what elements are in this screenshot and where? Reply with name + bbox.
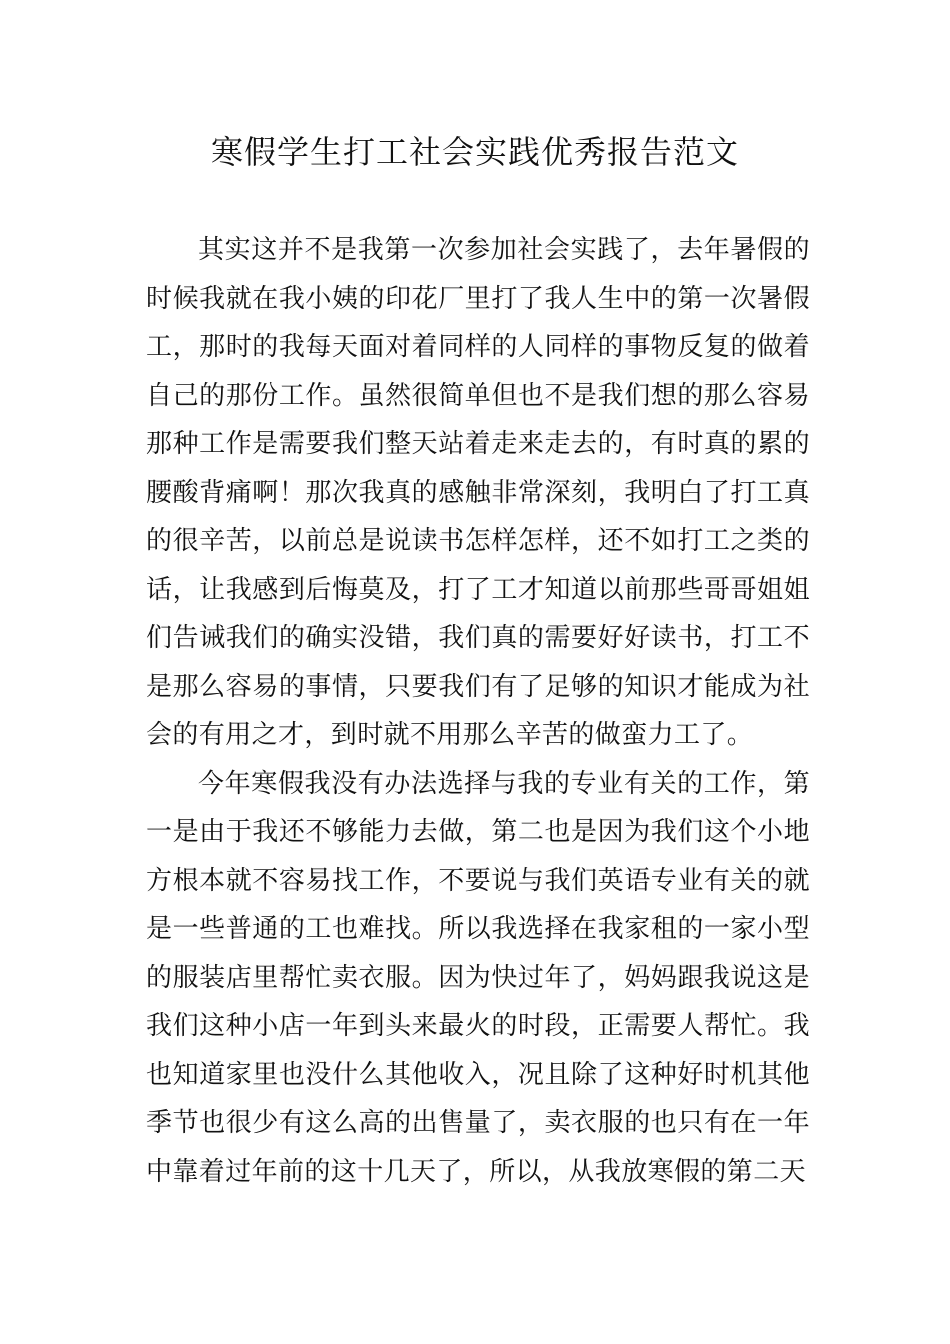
paragraph-2: 今年寒假我没有办法选择与我的专业有关的工作，第一是由于我还不够能力去做，第二也是因为我们这个小地方根本就不容易找工作，不要说与我们英语专业有关的就是一些普通的工也难找。所以我选择在我家租的一家小型的服装店里帮忙卖衣服。因为快过年了，妈妈跟我说这是我们这种小店一年到头来最火的时段，正需要人帮忙。我也知道家里也没什么其他收入，况且除了这种好时机其他季节也很少有这么高的出售量了，卖衣服的也只有在一年中靠着过年前的这十几天了，所以，从我放寒假的第二天 <box>146 768 810 1187</box>
paragraph-1: 其实这并不是我第一次参加社会实践了，去年暑假的时候我就在我小姨的印花厂里打了我人生中的第一次暑假工，那时的我每天面对着同样的人同样的事物反复的做着自己的那份工作。虽然很简单但也不是我们想的那么容易那种工作是需要我们整天站着走来走去的，有时真的累的腰酸背痛啊！那次我真的感触非常深刻，我明白了打工真的很辛苦，以前总是说读书怎样怎样，还不如打工之类的话，让我感到后悔莫及，打了工才知道以前那些哥哥姐姐们告诫我们的确实没错，我们真的需要好好读书，打工不是那么容易的事情，只要我们有了足够的知识才能成为社会的有用之才，到时就不用那么辛苦的做蛮力工了。 <box>146 235 810 750</box>
document-title: 寒假学生打工社会实践优秀报告范文 <box>210 133 739 171</box>
document-body <box>146 226 810 1196</box>
